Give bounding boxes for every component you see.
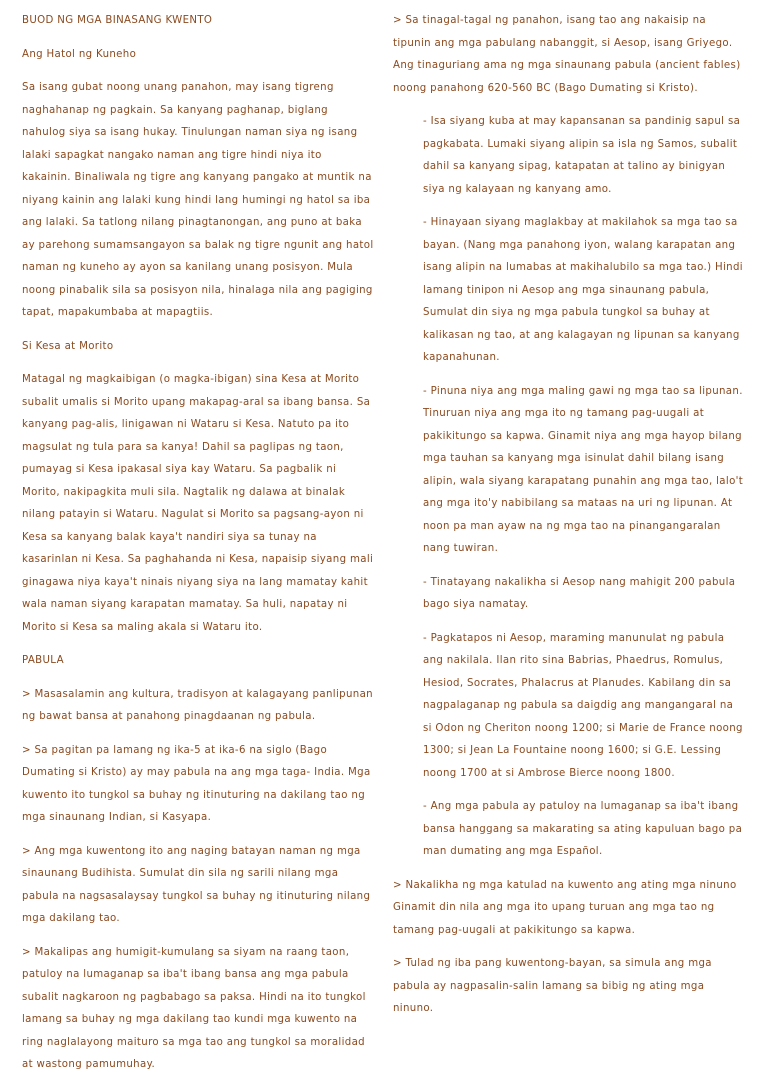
right-column: [393, 10, 745, 1021]
pabula-point: > Sa pagitan pa lamang ng ika-5 at ika-6 na siglo (Bago Dumating si Kristo) ay may pabula na ang mga taga- India. Mga kuwento ito tungkol sa buhay ng itinuturing na dakilang tao ng mga sinaunang Indian, si Kasyapa.: [22, 744, 371, 823]
story-summary-kesa-at-morito: Matagal ng magkaibigan (o magka-ibigan) sina Kesa at Morito subalit umalis si Morito upang makapag-aral sa ibang bansa. Sa kanyang pag-alis, linigawan ni Wataru si Kesa. Natuto pa ito magsulat ng tula para sa kanya! Dahil sa paglipas ng taon, pumayag si Kesa ipakasal siya kay Wataru. Sa pagbalik ni Morito, nakipagkita muli sila. Nagtalik ng dalawa at binalak nilang patayin si Wataru. Nagulat si Morito sa pagsang-ayon ni Kesa sa kanyang balak kaya't nandiri siya sa tunay na kasarinlan ni Kesa. Sa paghahanda ni Kesa, napaisip siyang mali ginagawa niya kaya't ninais niyang siya na lang mamatay kahit wala naman siyang karapatan mamatay. Sa huli, napatay ni Morito si Kesa sa maling akala si Wataru ito.: [22, 374, 374, 633]
story-title-hatol-ng-kuneho: Ang Hatol ng Kuneho: [22, 48, 137, 60]
aesop-point: - Hinayaan siyang maglakbay at makilahok sa mga tao sa bayan. (Nang mga panahong iyon, walang karapatan ang isang alipin na lumabas at makihalubilo sa mga tao.) Hindi lamang tinipon ni Aesop ang mga sinaunang pabula, Sumulat din siya ng mga pabula tungkol sa buhay at kalikasan ng tao, at ang kalagayan ng lipunan sa kanyang kapanahunan.: [423, 217, 743, 363]
pabula-point: > Makalipas ang humigit-kumulang sa siyam na raang taon, patuloy na lumaganap sa iba't ibang bansa ang mga pabula subalit nagkaroon ng pagbabago sa paksa. Hindi na ito tungkol lamang sa buhay ng mga dakilang tao kundi mga kuwento na ring naglalayong maituro sa mga tao ang tungkol sa moralidad at wastong pamumuhay.: [22, 946, 366, 1070]
aesop-point: - Tinatayang nakalikha si Aesop nang mahigit 200 pabula bago siya namatay.: [423, 576, 736, 610]
document-title: BUOD NG MGA BINASANG KWENTO: [22, 15, 213, 26]
aesop-point: - Pinuna niya ang mga maling gawi ng mga tao sa lipunan. Tinuruan niya ang mga ito ng tamang pag-uugali at pakikitungo sa kapwa. Ginamit niya ang mga hayop bilang mga tauhan sa kanyang mga isinulat dahil bilang isang alipin, wala siyang karapatang punahin ang mga tao, lalo't ang mga ito'y nabibilang sa mataas na uri ng lipunan. At noon pa man ayaw na ng mga tao na pinangangaralan nang tuwiran.: [423, 385, 744, 554]
pabula-point: > Ang mga kuwentong ito ang naging batayan naman ng mga sinaunang Budihista. Sumulat din sila ng sarili nilang mga pabula na nagsasalaysay tungkol sa buhay ng itinuturing nilang mga dakilang tao.: [22, 845, 371, 924]
pabula-point: > Nakalikha ng mga katulad na kuwento ang ating mga ninuno Ginamit din nila ang mga ito upang turuan ang mga tao ng tamang pag-uugali at pakikitungo sa kapwa.: [393, 879, 737, 936]
aesop-point: - Isa siyang kuba at may kapansanan sa pandinig sapul sa pagkabata. Lumaki siyang alipin sa isla ng Samos, subalit dahil sa kanyang sipag, katapatan at talino ay binigyan siya ng kalayaan ng kanyang amo.: [423, 116, 741, 195]
pabula-point: > Masasalamin ang kultura, tradisyon at kalagayang panlipunan ng bawat bansa at panahong pinagdaanan ng pabula.: [22, 688, 373, 722]
left-column: [22, 10, 374, 1077]
section-title-pabula: PABULA: [22, 655, 64, 666]
story-title-kesa-at-morito: Si Kesa at Morito: [22, 340, 114, 352]
aesop-intro: > Sa tinagal-tagal ng panahon, isang tao ang nakaisip na tipunin ang mga pabulang nabanggit, si Aesop, isang Griyego. Ang tinaguriang ama ng mga sinaunang pabula (ancient fables) noong panahong 620-560 BC (Bago Dumating si Kristo).: [393, 15, 741, 94]
aesop-point: - Ang mga pabula ay patuloy na lumaganap sa iba't ibang bansa hanggang sa makarating sa ating kapuluan bago pa man dumating ang mga Español.: [423, 801, 743, 857]
story-summary-hatol-ng-kuneho: Sa isang gubat noong unang panahon, may isang tigreng naghahanap ng pagkain. Sa kanyang paghanap, biglang nahulog siya sa isang hukay. Tinulungan naman siya ng isang lalaki sapagkat nangako naman ang tigre hindi niya ito kakainin. Binaliwala ng tigre ang kanyang pangako at muntik na niyang kainin ang lalaki kung hindi lang humingi ng hatol sa iba ang lalaki. Sa tatlong nilang pinagtanongan, ang puno at baka ay parehong sumamsangayon sa balak ng tigre ngunit ang hatol naman ng kuneho ay ayon sa kanilang unang posisyon. Mula noong pinabalik sila sa posisyon nila, hinalaga nila ang pagiging tapat, mapakumbaba at mapagtiis.: [22, 82, 374, 318]
aesop-point: - Pagkatapos ni Aesop, maraming manunulat ng pabula ang nakilala. Ilan rito sina Babrias, Phaedrus, Romulus, Hesiod, Socrates, Phalacrus at Planudes. Kabilang din sa nagpalaganap ng pabula sa daigdig ang mangangaral na si Odon ng Cheriton noong 1200; si Marie de France noong 1300; si Jean La Fountaine noong 1600; si G.E. Lessing noong 1700 at si Ambrose Bierce noong 1800.: [423, 632, 743, 779]
pabula-point: > Tulad ng iba pang kuwentong-bayan, sa simula ang mga pabula ay nagpasalin-salin lamang sa bibig ng ating mga ninuno.: [393, 958, 712, 1014]
